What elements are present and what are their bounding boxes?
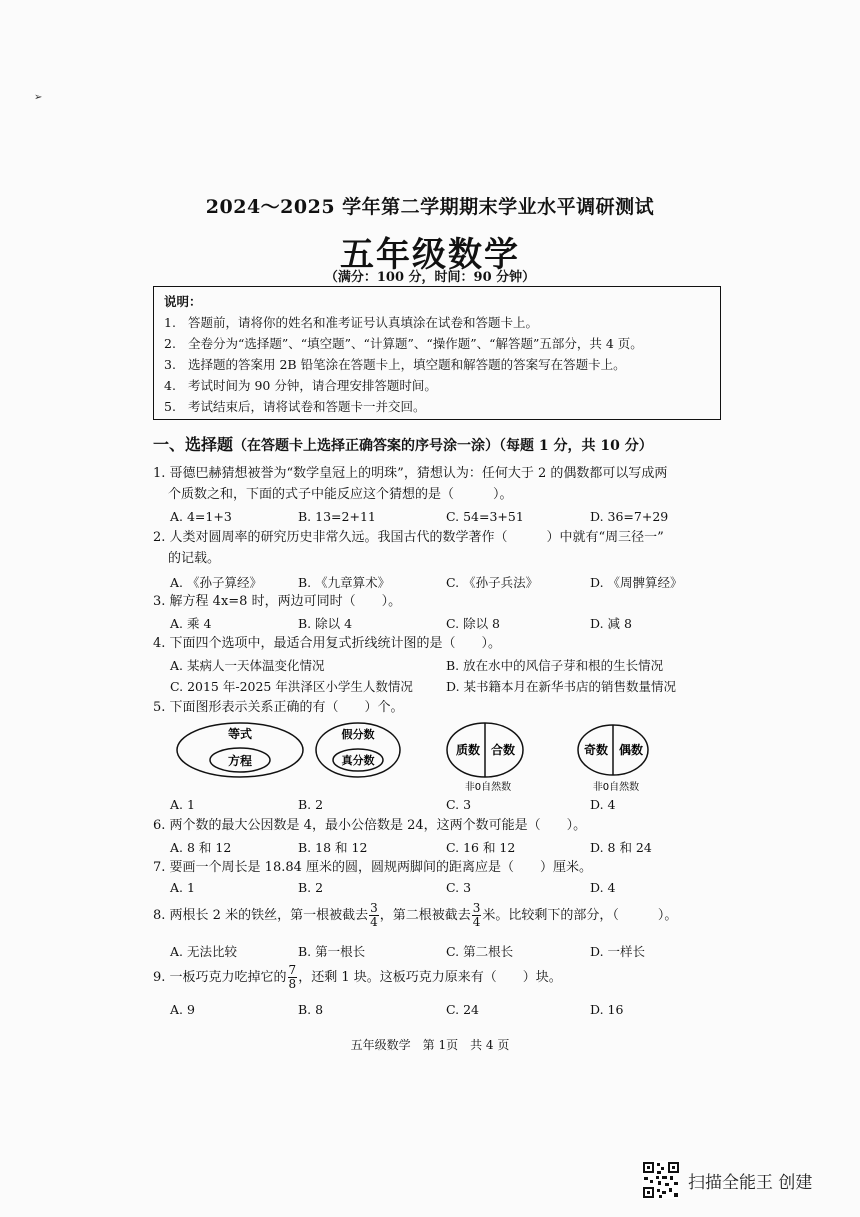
question-1-line1: 1. 哥德巴赫猜想被誉为“数学皇冠上的明珠”，猜想认为：任何大于 2 的偶数都可以写成两 <box>153 466 668 481</box>
fig1-inner-label: 方程 <box>227 754 253 768</box>
score-time-info: （满分：100 分，时间：90 分钟） <box>324 270 536 285</box>
fig4-caption: 非0自然数 <box>592 782 640 793</box>
figure-prime-composite <box>447 723 523 793</box>
option-d: D. 36=7+29 <box>590 509 669 524</box>
venn-figures <box>150 722 710 798</box>
option-c: C. 《孙子兵法》 <box>446 575 539 590</box>
option-b: B. 《九章算术》 <box>298 575 391 590</box>
option-a: A. 某病人一天体温变化情况 <box>170 658 325 673</box>
fig1-outer-label: 等式 <box>227 727 253 741</box>
option-c: C. 24 <box>446 1002 479 1017</box>
option-a: A. 8 和 12 <box>170 840 232 855</box>
option-d: D. 某书籍本月在新华书店的销售数量情况 <box>446 679 677 694</box>
fig3-caption: 非0自然数 <box>464 782 512 793</box>
figure-odd-even <box>578 725 648 793</box>
instruction-item: 3. 选择题的答案用 2B 铅笔涂在答题卡上，填空题和解答题的答案写在答题卡上。 <box>164 357 626 372</box>
option-b: B. 13=2+11 <box>298 509 376 524</box>
fig3-right-label: 合数 <box>490 743 516 757</box>
fraction: $\frac{7}{8}$ <box>288 963 297 991</box>
instruction-item: 1. 答题前，请将你的姓名和准考证号认真填涂在试卷和答题卡上。 <box>164 315 539 330</box>
option-a: A. 9 <box>170 1002 195 1017</box>
instructions-box <box>153 286 721 420</box>
option-d: D. 4 <box>590 880 616 895</box>
scan-artifact-mark: ➢ <box>34 92 43 103</box>
instructions-label: 说明： <box>164 294 202 309</box>
option-a: A. 1 <box>170 880 195 895</box>
option-d: D. 《周髀算经》 <box>590 575 683 590</box>
question-2-line2: 的记载。 <box>168 551 221 566</box>
option-d: D. 一样长 <box>590 944 646 959</box>
option-b: B. 2 <box>298 880 324 895</box>
section-heading: 一、选择题（在答题卡上选择正确答案的序号涂一涂）（每题 1 分，共 10 分） <box>153 435 653 454</box>
fig3-left-label: 质数 <box>455 743 481 757</box>
qr-code-icon <box>642 1161 680 1199</box>
option-c: C. 第二根长 <box>446 944 514 959</box>
fig2-outer-label: 假分数 <box>341 728 375 741</box>
option-b: B. 第一根长 <box>298 944 366 959</box>
subject-title: 五年级数学 <box>340 235 520 275</box>
option-a: A. 乘 4 <box>170 616 212 631</box>
option-b: B. 18 和 12 <box>298 840 368 855</box>
question-1-line2: 个质数之和，下面的式子中能反应这个猜想的是（ ）。 <box>168 487 513 502</box>
option-c: C. 16 和 12 <box>446 840 516 855</box>
instruction-item: 5. 考试结束后，请将试卷和答题卡一并交回。 <box>164 399 426 414</box>
instruction-item: 2. 全卷分为“选择题”、“填空题”、“计算题”、“操作题”、“解答题”五部分，共 4 页。 <box>164 336 643 351</box>
figure-fraction-set <box>316 723 400 777</box>
fig4-left-label: 奇数 <box>583 743 609 757</box>
option-d: D. 16 <box>590 1002 624 1017</box>
fraction: $\frac{3}{4}$ <box>472 901 481 929</box>
question-8: 8. 两根长 2 米的铁丝，第一根被截去 $\frac{3}{4}$ ，第二根被截去 $\frac{3}{4}$ 米。比较剩下的部分，（ ）。 <box>153 901 678 929</box>
instruction-item: 4. 考试时间为 90 分钟，请合理安排答题时间。 <box>164 378 437 393</box>
option-d: D. 减 8 <box>590 616 632 631</box>
option-a: A. 《孙子算经》 <box>170 575 262 590</box>
option-a: A. 1 <box>170 797 195 812</box>
option-b: B. 除以 4 <box>298 616 353 631</box>
option-d: D. 4 <box>590 797 616 812</box>
page-footer: 五年级数学 第 1页 共 4 页 <box>350 1038 510 1052</box>
scanner-badge-text: 扫描全能王 创建 <box>688 1172 813 1193</box>
question-9: 9. 一板巧克力吃掉它的 $\frac{7}{8}$ ，还剩 1 块。这板巧克力原来有（ ）块。 <box>153 963 562 991</box>
option-c: C. 除以 8 <box>446 616 500 631</box>
question-5: 5. 下面图形表示关系正确的有（ ）个。 <box>153 700 404 715</box>
fig4-right-label: 偶数 <box>618 743 644 757</box>
fraction: $\frac{3}{4}$ <box>370 901 378 929</box>
option-a: A. 无法比较 <box>170 944 237 959</box>
fig2-inner-label: 真分数 <box>341 754 375 767</box>
option-c: C. 54=3+51 <box>446 509 524 524</box>
question-7: 7. 要画一个周长是 18.84 厘米的圆，圆规两脚间的距离应是（ ）厘米。 <box>153 860 593 875</box>
option-b: B. 2 <box>298 797 324 812</box>
question-3: 3. 解方程 4x=8 时，两边可同时（ ）。 <box>153 594 402 609</box>
option-b: B. 放在水中的风信子芽和根的生长情况 <box>446 658 664 673</box>
option-a: A. 4=1+3 <box>170 509 232 524</box>
option-c: C. 3 <box>446 797 472 812</box>
option-c: C. 3 <box>446 880 472 895</box>
option-c: C. 2015 年-2025 年洪泽区小学生人数情况 <box>170 679 413 694</box>
question-2-line1: 2. 人类对圆周率的研究历史非常久远。我国古代的数学著作（ ）中就有“周三径一” <box>153 530 664 545</box>
question-6: 6. 两个数的最大公因数是 4，最小公倍数是 24，这两个数可能是（ ）。 <box>153 818 587 833</box>
question-4: 4. 下面四个选项中，最适合用复式折线统计图的是（ ）。 <box>153 636 502 651</box>
exam-title: 2024～2025 学年第二学期期末学业水平调研测试 <box>205 196 655 218</box>
figure-equation-set <box>177 723 303 777</box>
option-b: B. 8 <box>298 1002 324 1017</box>
option-d: D. 8 和 24 <box>590 840 652 855</box>
scanner-badge <box>642 1160 812 1200</box>
